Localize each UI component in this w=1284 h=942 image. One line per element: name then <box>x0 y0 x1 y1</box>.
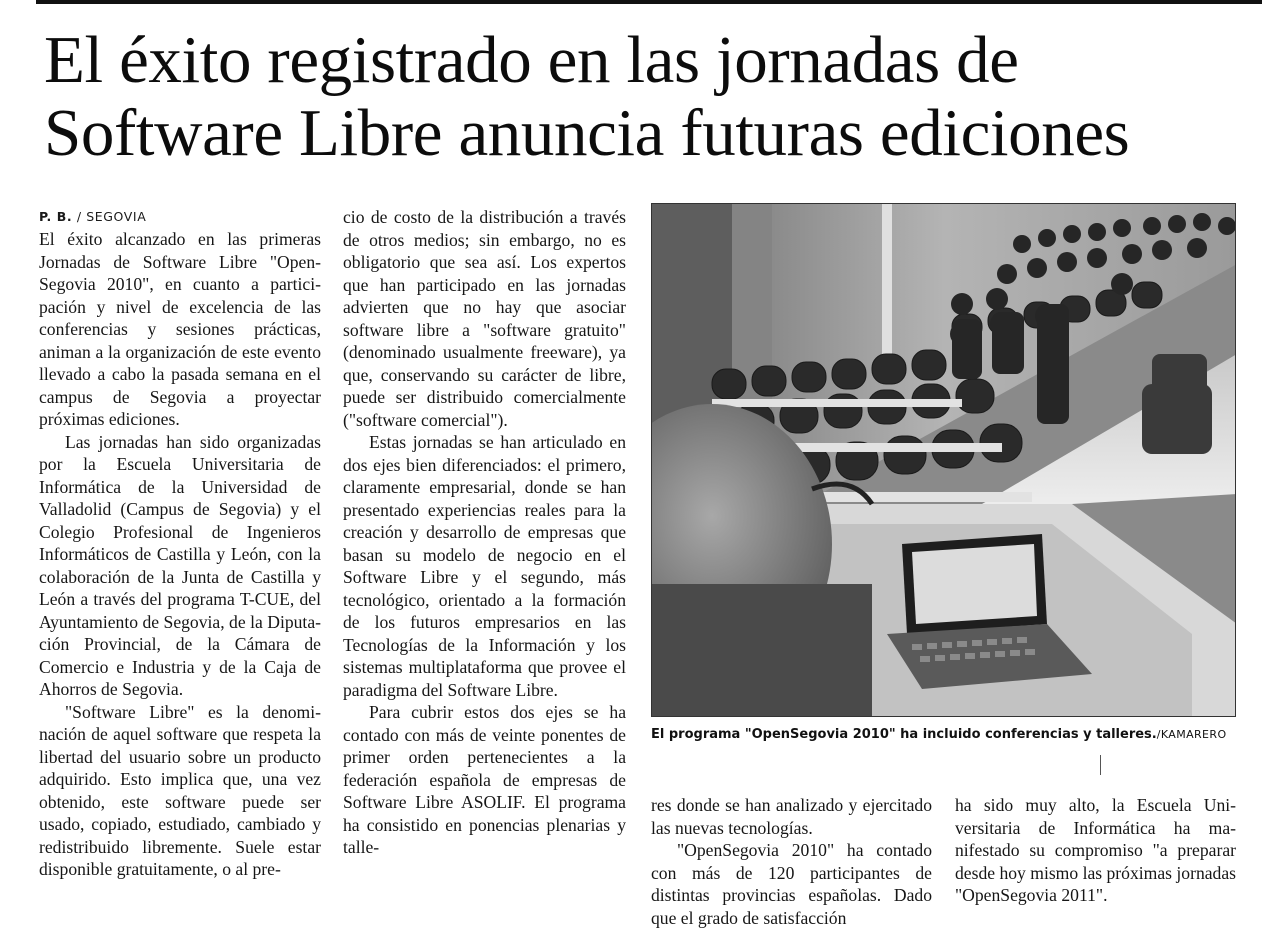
article-column-1 <box>39 206 321 881</box>
caption-credit: /KAMARERO <box>1156 728 1227 741</box>
paragraph-participants-cont: ha sido muy alto, la Escuela Universitaria de Informática ha manifestado su compromiso "a preparar desde hoy mismo las próximas jornadas "OpenSegovia 2011". <box>955 795 1236 905</box>
paragraph-definition-cont: cio de costo de la distribución a través de otros medios; sin embargo, no es obligatorio que sea así. Los expertos que han participado en las jornadas advierten que no hay que asociar software libre a "software gratuito" (denominado usualmente freeware), ya que, conservando su carácter de libre, puede ser distribuido comercialmente ("software comercial"). <box>343 207 626 430</box>
headline <box>44 24 1274 170</box>
paragraph-axes: Estas jornadas se han articulado en dos ejes bien diferenciados: el primero, claramente empresarial, donde se han presentado experiencias reales para la creación y desarrollo de empresas que basan su modelo de negocio en el Software Libre y el segundo, más tecnológico, orientado a la formación de los futuros empresarios en las Tecnologías de la Información y los sistemas multiplataforma que provee el paradigma del Software Libre. <box>343 432 626 700</box>
paragraph-participants: "OpenSegovia 2010" ha contado con más de 120 participantes de distintas provincias españolas. Dado que el grado de satisfacción <box>651 840 932 928</box>
article-column-2 <box>343 206 626 859</box>
byline <box>39 206 321 228</box>
photo-caption <box>651 727 1251 742</box>
byline-author: P. B. <box>39 209 73 224</box>
headline-line-1: El éxito registrado en las jornadas de <box>44 23 1019 97</box>
paragraph-definition: "Software Libre" es la denominación de aquel software que respeta la libertad del usuario sobre un producto adquirido. Esto implica que, una vez obtenido, este software puede ser usado, copiado, estudiado, cambiado y redistribuido libremente. Suele estar disponible gratuitamente, o al pre- <box>39 701 321 879</box>
byline-location: / SEGOVIA <box>76 209 147 224</box>
article-column-3 <box>651 794 932 929</box>
paragraph-intro: El éxito alcanzado en las primeras Jornadas de Software Libre "OpenSegovia 2010", en cuanto a participación y nivel de excelencia de las conferencias y sesiones prácticas, animan a la organización de este evento llevado a cabo la pasada semana en el campus de Segovia a proyectar próximas ediciones. <box>39 229 321 429</box>
caption-text: El programa "OpenSegovia 2010" ha incluido conferencias y talleres. <box>651 727 1157 742</box>
conference-audience-photo-icon <box>651 203 1236 717</box>
scan-mark <box>1100 755 1101 775</box>
headline-line-2: Software Libre anuncia futuras ediciones <box>44 96 1130 170</box>
photo-illustration <box>652 204 1236 717</box>
paragraph-speakers: Para cubrir estos dos ejes se ha contado con más de veinte ponentes de primer orden pertenecientes a la federación española de empresas de Software Libre ASOLIF. El programa ha consistido en ponencias plenarias y talle- <box>343 702 626 857</box>
article-column-4 <box>955 794 1236 907</box>
paragraph-organizers: Las jornadas han sido organizadas por la Escuela Universitaria de Informática de la Universidad de Valladolid (Campus de Segovia) y el Colegio Profesional de Ingenieros Informáticos de Castilla y León, con la colaboración de la Junta de Castilla y León a través del programa T-CUE, del Ayuntamiento de Segovia, de la Diputación Provincial, de la Cámara de Comercio e Industria y de la Caja de Ahorros de Segovia. <box>39 431 321 699</box>
paragraph-speakers-cont: res donde se han analizado y ejercitado las nuevas tecnologías. <box>651 795 932 838</box>
top-rule <box>36 0 1262 4</box>
